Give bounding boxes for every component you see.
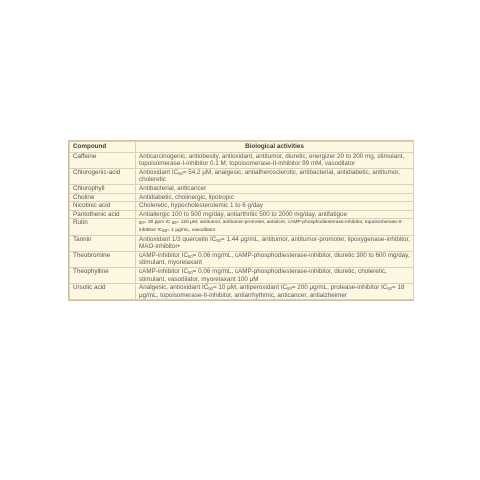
compound-table <box>69 141 414 300</box>
table-row <box>70 267 414 283</box>
biological-activities: cAMP-inhibitor $IC_{50}= 0.06$ mg/mL, cAMP-phosphodiesterase-inhibitor, diuretic, choleretic, stimulant, vasodilator, myorelaxant 100 μM <box>136 267 414 283</box>
table-row <box>70 251 414 267</box>
compound-name: Theophylline <box>70 267 136 283</box>
compound-name: Chlorophyll <box>70 184 136 193</box>
table-row <box>70 184 414 193</box>
compound-name: Tannin <box>70 235 136 251</box>
biological-activities: Antioxidant 1/3 quercetin $IC_{50}= 1.44$ μg/mL, antitumor, antitumor-promoter, lipoxygenase-inhibitor, MAO-inhibitor• <box>136 235 414 251</box>
activities-header: Biological activities <box>136 142 414 153</box>
biological-activities-table <box>68 140 414 301</box>
compound-header: Compound <box>70 142 136 153</box>
compound-name: Rutin <box>70 219 136 235</box>
biological-activities: Anticarcinogenic, antiobesity, antioxidant, antitumor, diuretic, energizer 20 to 200 mg, stimulant, topoisomerase-I-inhibitor 0.1 M, topoisomerase-II-inhibitor 99 mM, vasodilator <box>136 152 414 168</box>
biological-activities: Antibacterial, anticancer <box>136 184 414 193</box>
compound-name: Theobromine <box>70 251 136 267</box>
biological-activities: Antidiabetic, cholinergic, lipotropic <box>136 193 414 202</box>
biological-activities: cAMP-inhibitor $IC_{50}= 0.06$ mg/mL, cAMP-phosphodiesterase-inhibitor, diuretic 300 to 600 mg/day, stimulant, myorelaxant <box>136 251 414 267</box>
table-row <box>70 210 414 219</box>
table-row <box>70 202 414 211</box>
table-row <box>70 168 414 184</box>
compound-name: Choline <box>70 193 136 202</box>
table-row <box>70 152 414 168</box>
compound-name: Ursolic acid <box>70 284 136 300</box>
table-row <box>70 193 414 202</box>
compound-name: Caffeine <box>70 152 136 168</box>
biological-activities: $_{50}$= 30 ppm IC $_{50}$= 120 μM, antitumor, antitumor-promoter, antiulcer, cAMP-phosphodiesterase-inhibitor, topoisomerase-II-inhibitor $IC_{50}= 1$ μg/mL, vasodilator <box>136 219 414 235</box>
table-row <box>70 284 414 300</box>
biological-activities: Antioxidant $IC_{50}= 54.2$ μM, analgesic, antiatherosclerotic, antibacterial, antidiabetic, antitumor, choleretic <box>136 168 414 184</box>
compound-name: Nicotinic acid <box>70 202 136 211</box>
header-row <box>70 142 414 153</box>
biological-activities: Analgesic, antioxidant $IC_{50}= 10$ μM, antiperoxidant $IC_{50}= 200$ μg/mL, protease-inhibitor $IC_{50}= 18$ μg/mL, topoisomerase-II-inhibitor, antiarrhythmic, anticancer, antialzheimer <box>136 284 414 300</box>
biological-activities: Choleretic, hypocholesterolemic 1 to 6 g/day <box>136 202 414 211</box>
compound-name: Chlorogenic-acid <box>70 168 136 184</box>
table-row <box>70 235 414 251</box>
biological-activities: Antiallergic 100 to 500 mg/day, antiarthritic 500 to 2000 mg/day, antifatigue <box>136 210 414 219</box>
compound-name: Pantothenic acid <box>70 210 136 219</box>
table-row <box>70 219 414 235</box>
